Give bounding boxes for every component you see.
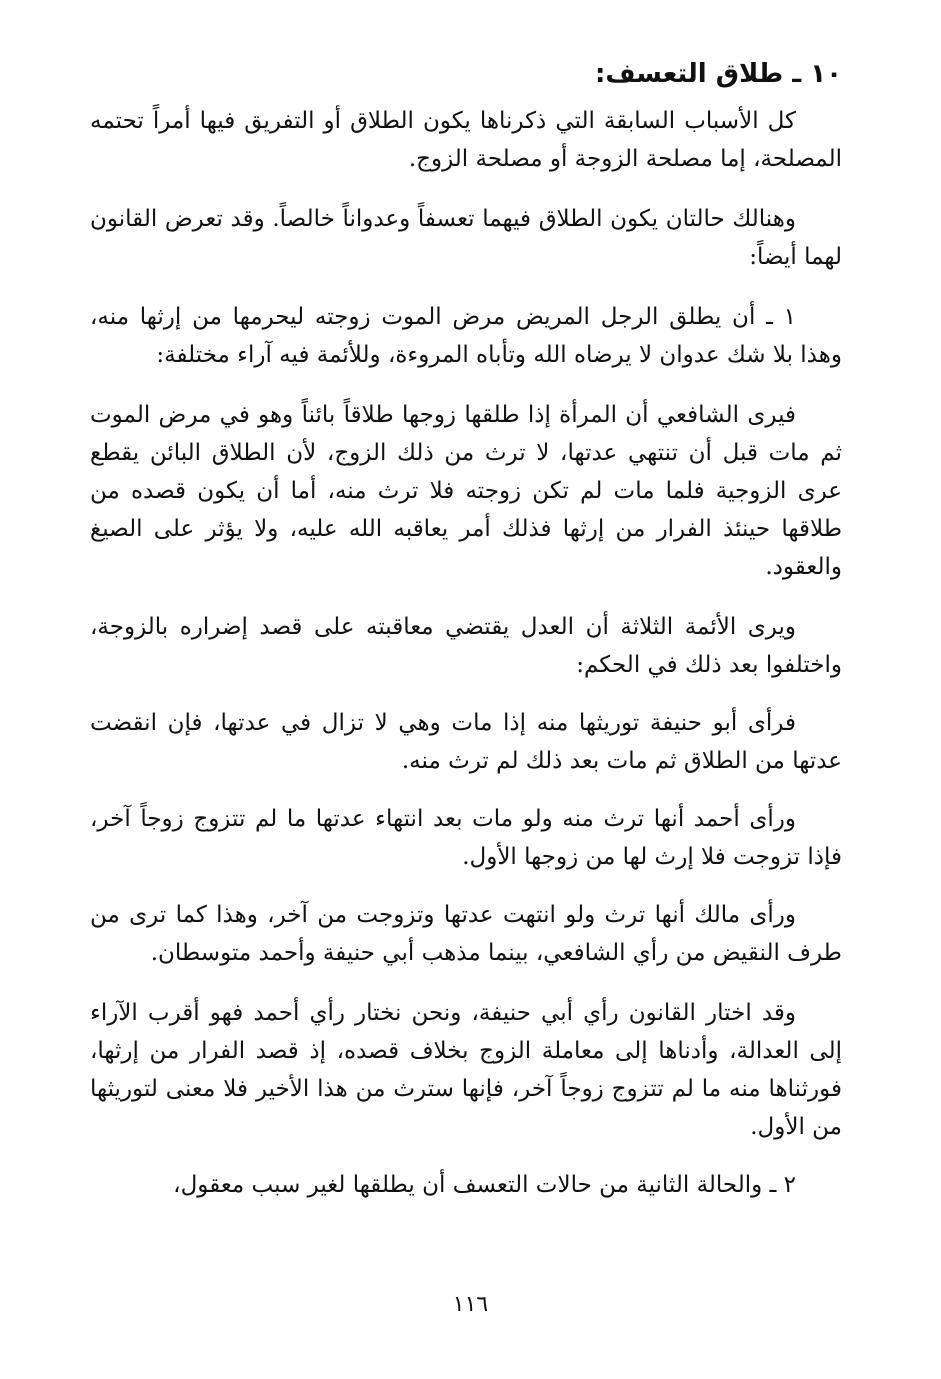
paragraph-8: ورأى مالك أنها ترث ولو انتهت عدتها وتزوجت من آخر، وهذا كما ترى من طرف النقيض من رأي الشافعي، بينما مذهب أبي حنيفة وأحمد متوسطان.	[90, 902, 842, 966]
page-number: ١١٦	[452, 1292, 489, 1317]
paragraph-1: كل الأسباب السابقة التي ذكرناها يكون الطلاق أو التفريق فيها أمراً تحتمه المصلحة، إما مصلحة الزوجة أو مصلحة الزوج.	[90, 108, 842, 172]
paragraph-5: ويرى الأئمة الثلاثة أن العدل يقتضي معاقبته على قصد إضراره بالزوجة، واختلفوا بعد ذلك في الحكم:	[90, 614, 842, 678]
paragraph-4: فيرى الشافعي أن المرأة إذا طلقها زوجها طلاقاً بائناً وهو في مرض الموت ثم مات قبل أن تنتهي عدتها، لا ترث من ذلك الزوج، لأن الطلاق البائن يقطع عرى الزوجية فلما مات لم تكن زوجته فلا ترث منه، أما أن يكون قصده من طلاقها حينئذ الفرار من إرثها فذلك أمر يعاقبه الله عليه، ولا يؤثر على الصيغ والعقود.	[90, 402, 842, 580]
paragraph-7: ورأى أحمد أنها ترث منه ولو مات بعد انتهاء عدتها ما لم تتزوج زوجاً آخر، فإذا تزوجت فلا إرث لها من زوجها الأول.	[90, 806, 842, 870]
paragraph-6: فرأى أبو حنيفة توريثها منه إذا مات وهي لا تزال في عدتها، فإن انقضت عدتها من الطلاق ثم مات بعد ذلك لم ترث منه.	[90, 710, 842, 774]
document-page	[90, 52, 842, 1226]
paragraph-3: ١ ـ أن يطلق الرجل المريض مرض الموت زوجته ليحرمها من إرثها منه، وهذا بلا شك عدوان لا يرضاه الله وتأباه المروءة، وللأئمة فيه آراء مختلفة:	[90, 304, 842, 368]
paragraph-9: وقد اختار القانون رأي أبي حنيفة، ونحن نختار رأي أحمد فهو أقرب الآراء إلى العدالة، وأدناها إلى معاملة الزوج بخلاف قصده، إذ قصد الفرار من إرثها، فورثناها منه ما لم تتزوج زوجاً آخر، فإنها سترث من هذا الأخير فلا معنى لتوريثها من الأول.	[90, 1000, 842, 1140]
paragraph-2: وهنالك حالتان يكون الطلاق فيهما تعسفاً وعدواناً خالصاً. وقد تعرض القانون لهما أيضاً:	[90, 206, 842, 270]
paragraph-10: ٢ ـ والحالة الثانية من حالات التعسف أن يطلقها لغير سبب معقول،	[173, 1172, 796, 1198]
section-heading: ١٠ ـ طلاق التعسف:	[594, 59, 842, 89]
